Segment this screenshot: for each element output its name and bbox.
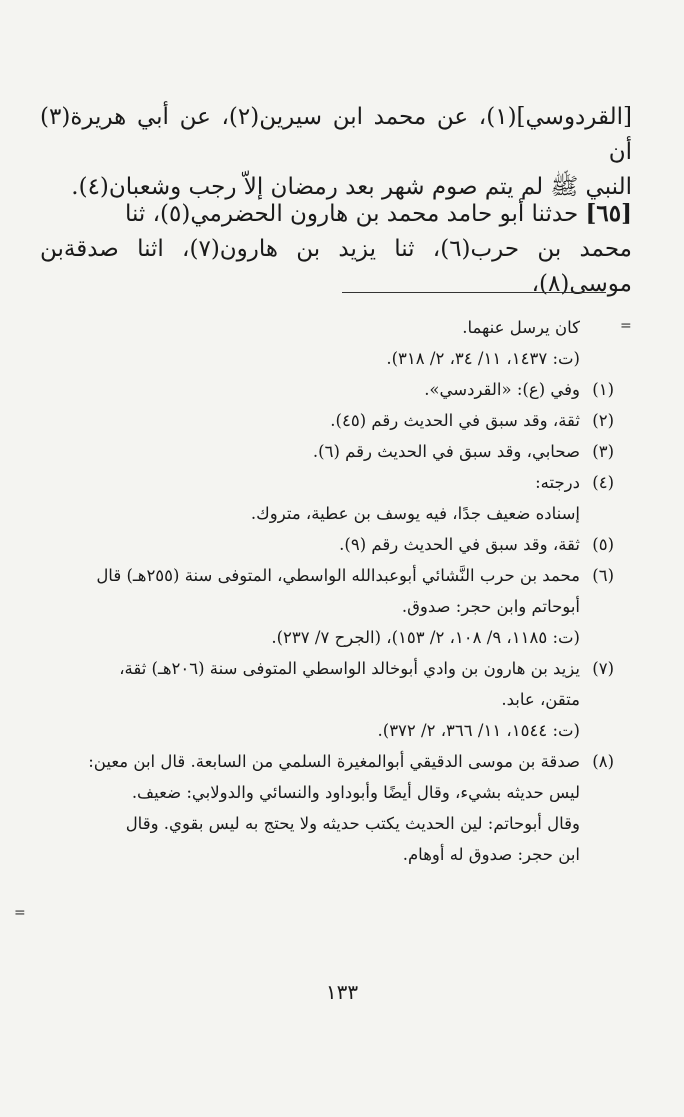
footnote-line: (ت: ١٤٣٧، ١١/ ٣٤، ٢/ ٣١٨).	[386, 349, 580, 368]
footnote-line: وفي (ع): «القردسي».	[424, 380, 580, 399]
footnote-line: درجته:	[535, 473, 580, 492]
footnote-number: (١)	[592, 380, 614, 399]
footnote-line: صحابي، وقد سبق في الحديث رقم (٦).	[312, 442, 580, 461]
footnote-3	[30, 436, 614, 467]
footnote-number: (٦)	[592, 566, 614, 585]
footnotes	[30, 312, 614, 870]
footnote-line: ليس حديثه بشيء، وقال أيضًا وأبوداود والنسائي والدولابي: ضعيف.	[131, 783, 580, 802]
page-number: ١٣٣	[325, 980, 359, 1004]
footnote-line: ابن حجر: صدوق له أوهام.	[402, 845, 580, 864]
footnote-number: (٣)	[592, 442, 614, 461]
footnote-line: متقن، عابد.	[501, 690, 580, 709]
footnote-line: ثقة، وقد سبق في الحديث رقم (٤٥).	[330, 411, 580, 430]
footnote-separator	[342, 292, 606, 293]
footnote-line: وقال أبوحاتم: لين الحديث يكتب حديثه ولا يحتج به ليس بقوي. وقال	[125, 814, 580, 833]
footnote-5	[30, 529, 614, 560]
main-line: محمد بن حرب(٦)، ثنا يزيد بن هارون(٧)، اثنا صدقةبن موسى(٨)،	[40, 236, 632, 297]
footnote-2	[30, 405, 614, 436]
footnote-number: (٧)	[592, 659, 614, 678]
footnote-number: (٤)	[592, 473, 614, 492]
main-line: [القردوسي](١)، عن محمد ابن سيرين(٢)، عن أبي هريرة(٣) أن	[40, 104, 632, 165]
main-line-text: حدثنا أبو حامد محمد بن هارون الحضرمي(٥)، ثنا	[124, 201, 586, 227]
footnote-number: (٢)	[592, 411, 614, 430]
main-text-paragraph-1	[40, 100, 632, 205]
footnote-7	[30, 653, 614, 746]
footnote-4	[30, 467, 614, 529]
footnote-line: صدقة بن موسى الدقيقي أبوالمغيرة السلمي من السابعة. قال ابن معين:	[88, 752, 580, 771]
footnote-line: محمد بن حرب النَّشائي أبوعبدالله الواسطي، المتوفى سنة (٢٥٥هـ) قال	[96, 566, 580, 585]
footnote-line: كان يرسل عنهما.	[462, 318, 580, 337]
main-text-paragraph-2	[40, 196, 632, 302]
footnote-line: ثقة، وقد سبق في الحديث رقم (٩).	[339, 535, 580, 554]
margin-mark-left: =	[14, 905, 26, 921]
footnote-6	[30, 560, 614, 653]
main-line	[40, 196, 632, 232]
footnote-line: يزيد بن هارون بن وادي أبوخالد الواسطي المتوفى سنة (٢٠٦هـ) ثقة،	[119, 659, 580, 678]
main-line: النبي ﷺ لم يتم صوم شهر بعد رمضان إلاّ رجب وشعبان(٤).	[71, 174, 632, 200]
footnote-line: (ت: ١١٨٥، ٩/ ١٠٨، ٢/ ١٥٣)، (الجرح ٧/ ٢٣٧).	[271, 628, 580, 647]
footnote-continuation	[30, 312, 614, 374]
footnote-line: إسناده ضعيف جدًا، فيه يوسف بن عطية، متروك.	[250, 504, 580, 523]
footnote-line: أبوحاتم وابن حجر: صدوق.	[401, 597, 580, 616]
margin-mark-right: =	[620, 318, 632, 334]
footnote-8	[30, 746, 614, 870]
footnote-number: (٥)	[592, 535, 614, 554]
footnote-line: (ت: ١٥٤٤، ١١/ ٣٦٦، ٢/ ٣٧٢).	[377, 721, 580, 740]
footnote-1	[30, 374, 614, 405]
hadith-number: [٦٥]	[585, 200, 632, 227]
footnote-number: (٨)	[592, 752, 614, 771]
